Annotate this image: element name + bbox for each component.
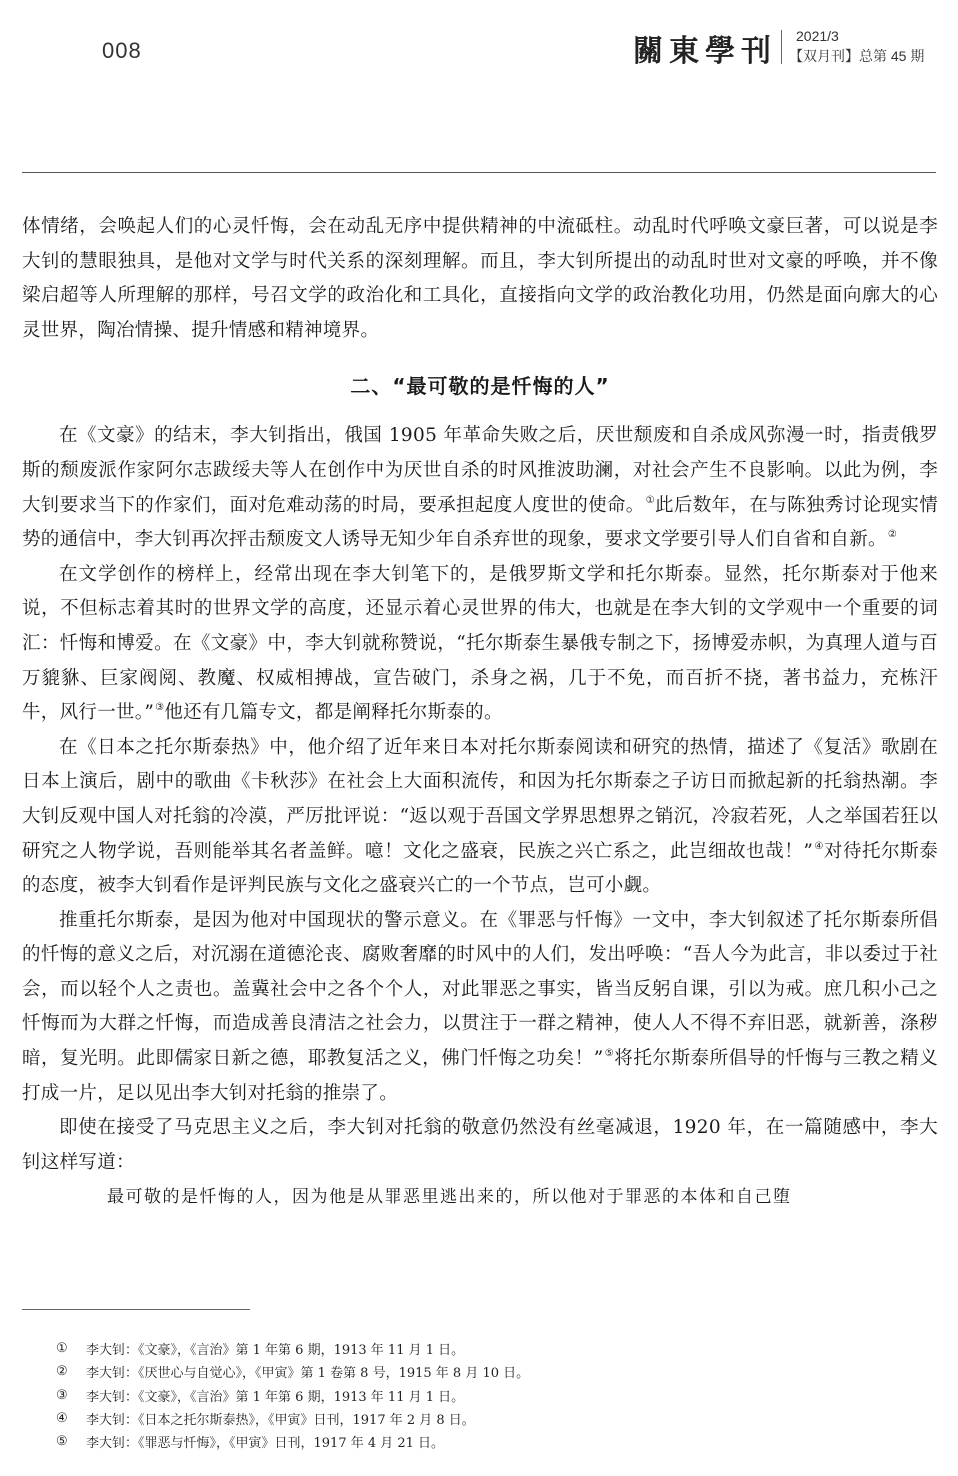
footnote xyxy=(56,1360,916,1383)
paragraph xyxy=(22,1111,938,1180)
footnote-mark: ⑤ xyxy=(56,1434,68,1450)
footnote-text: 李大钊：《罪恶与忏悔》，《甲寅》日刊，1917 年 4 月 21 日。 xyxy=(86,1436,445,1452)
paragraph-text: 此后数年，在与陈独秀讨论现实情势的通信中，李大钊再次抨击颓废文人诱导无知少年自杀弃世的现象，要求文学要引导人们自省和自新。 xyxy=(22,494,938,551)
footnote-text: 李大钊：《厌世心与自觉心》，《甲寅》第 1 卷第 8 号，1915 年 8 月 10 日。 xyxy=(86,1366,530,1382)
footnote-ref[interactable]: ③ xyxy=(155,702,165,714)
paragraph xyxy=(22,904,938,1112)
paragraph xyxy=(22,419,938,557)
article-body xyxy=(22,210,938,1212)
footnote xyxy=(56,1430,916,1453)
footnote-text: 李大钊：《文豪》，《言治》第 1 年第 6 期，1913 年 11 月 1 日。 xyxy=(86,1343,465,1359)
footnote-text: 李大钊：《文豪》，《言治》第 1 年第 6 期，1913 年 11 月 1 日。 xyxy=(86,1389,465,1405)
paragraph-text: 在《文豪》的结末，李大钊指出，俄国 1905 年革命失败之后，厌世颓废和自杀成风弥漫一时，指责俄罗斯的颓废派作家阿尔志跋绥夫等人在创作中为厌世自杀的时风推波助澜，对社会产生不良影响。以此为例，李大钊要求当下的作家们，面对危难动荡的时局，要承担起度人度世的使命。 xyxy=(22,425,938,516)
issue-date: 2021/3 xyxy=(796,28,839,44)
journal-name: 關東學刊 xyxy=(633,34,777,69)
paragraph-text: 在《日本之托尔斯泰热》中，他介绍了近年来日本对托尔斯泰阅读和研究的热情，描述了《复活》歌剧在日本上演后，剧中的歌曲《卡秋莎》在社会上大面积流传，和因为托尔斯泰之子访日而掀起新的托翁热潮。李大钊反观中国人对托翁的冷漠，严厉批评说：“返以观于吾国文学界思想界之销沉，冷寂若死，人之举国若狂以研究之人物学说，吾则能举其名者盖鲜。噫！文化之盛衰，民族之兴亡系之，此岂细故也哉！” xyxy=(22,736,938,862)
footnote-ref[interactable]: ⑤ xyxy=(604,1048,615,1060)
footnote-ref[interactable]: ② xyxy=(887,529,898,541)
paragraph xyxy=(22,731,938,904)
footnote-mark: ② xyxy=(56,1364,68,1380)
issue-info: 【双月刊】总第 45 期 xyxy=(789,48,925,64)
footnote xyxy=(56,1407,916,1430)
header-rule xyxy=(22,172,936,173)
paragraph-text: 在文学创作的榜样上，经常出现在李大钊笔下的，是俄罗斯文学和托尔斯泰。显然，托尔斯泰对于他来说，不但标志着其时的世界文学的高度，还显示着心灵世界的伟大，也就是在李大钊的文学观中一个重要的词汇：忏悔和博爱。在《文豪》中，李大钊就称赞说，“托尔斯泰生暴俄专制之下，扬博爱赤帜，为真理人道与百万貔貅、巨家阀阅、教魔、权威相搏战，宣告破门，杀身之祸，几于不免，而百折不挠，著书益力，充栋汗牛，风行一世。” xyxy=(22,563,938,724)
footnote-mark: ③ xyxy=(56,1387,68,1403)
footnote-text: 李大钊：《日本之托尔斯泰热》，《甲寅》日刊，1917 年 2 月 8 日。 xyxy=(86,1413,475,1429)
footnote-mark: ① xyxy=(56,1341,68,1357)
page-number: 008 xyxy=(102,38,142,63)
paragraph-text: 他还有几篇专文，都是阐释托尔斯泰的。 xyxy=(164,702,503,724)
paragraph-text: 对待托尔斯泰的态度，被李大钊看作是评判民族与文化之盛衰兴亡的一个节点，岂可小觑。 xyxy=(22,840,938,897)
section-heading: 二、“最可敬的是忏悔的人” xyxy=(350,374,610,399)
footnote-ref[interactable]: ① xyxy=(645,494,656,506)
paragraph xyxy=(22,558,938,731)
header-divider xyxy=(781,30,782,64)
footnote xyxy=(56,1384,916,1407)
paragraph-text: 即使在接受了马克思主义之后，李大钊对托翁的敬意仍然没有丝毫减退，1920 年，在一篇随感中，李大钊这样写道： xyxy=(22,1117,938,1173)
footnote-rule xyxy=(22,1309,250,1310)
paragraph xyxy=(22,210,938,348)
paragraph-text: 推重托尔斯泰，是因为他对中国现状的警示意义。在《罪恶与忏悔》一文中，李大钊叙述了托尔斯泰所倡的忏悔的意义之后，对沉溺在道德沦丧、腐败奢靡的时风中的人们，发出呼唤：“吾人今为此言，非以委过于社会，而以轻个人之责也。盖冀社会中之各个个人，对此罪恶之事实，皆当反躬自课，引以为戒。庶几积小己之忏悔而为大群之忏悔，而造成善良清洁之社会力，以贯注于一群之精神，使人人不得不弃旧恶，就新善，涤秽暗，复光明。此即儒家日新之德，耶教复活之义，佛门忏悔之功矣！” xyxy=(22,909,938,1070)
block-quote: 最可敬的是忏悔的人，因为他是从罪恶里逃出来的，所以他对于罪恶的本体和自己堕 xyxy=(107,1187,792,1208)
footnote xyxy=(56,1337,916,1360)
footnote-mark: ④ xyxy=(56,1411,68,1427)
paragraph-text: 体情绪，会唤起人们的心灵忏悔，会在动乱无序中提供精神的中流砥柱。动乱时代呼唤文豪巨著，可以说是李大钊的慧眼独具，是他对文学与时代关系的深刻理解。而且，李大钊所提出的动乱时世对文豪的呼唤，并不像梁启超等人所理解的那样，号召文学的政治化和工具化，直接指向文学的政治教化功用，仍然是面向廓大的心灵世界，陶冶情操、提升情感和精神境界。 xyxy=(22,216,938,341)
paragraph-text: 将托尔斯泰所倡导的忏悔与三教之精义打成一片，足以见出李大钊对托翁的推崇了。 xyxy=(22,1048,939,1104)
footnote-ref[interactable]: ④ xyxy=(814,840,824,852)
footnotes xyxy=(56,1337,916,1453)
